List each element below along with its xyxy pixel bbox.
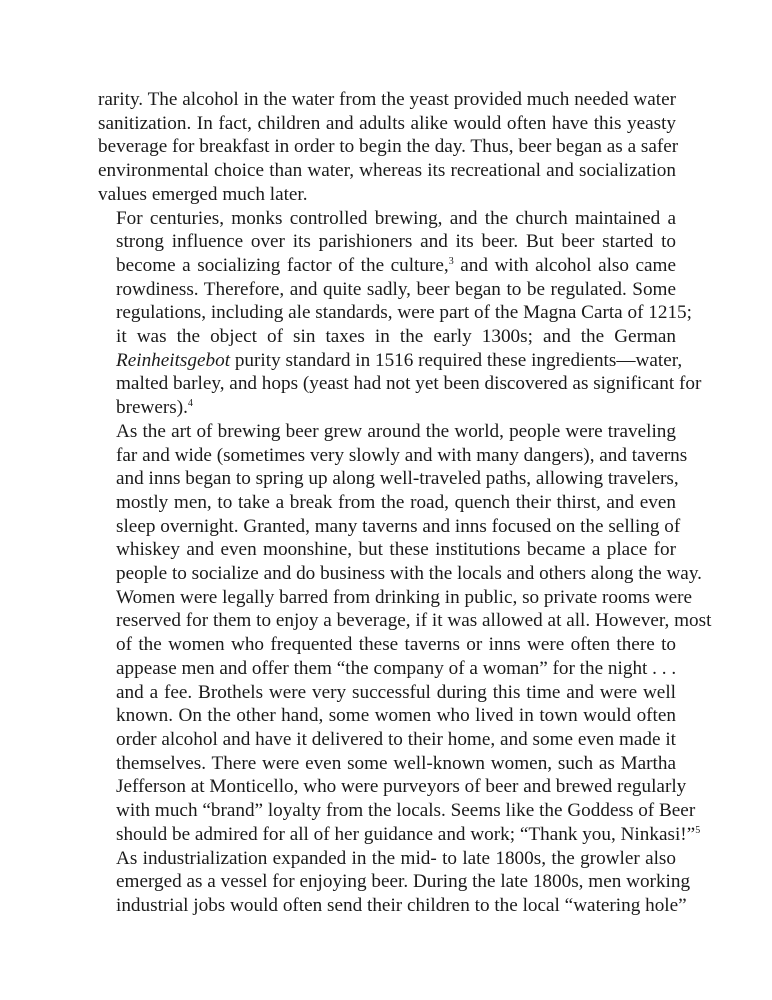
text-line: values emerged much later. (98, 183, 308, 205)
text-line: order alcohol and have it delivered to their home, and some even made it (116, 728, 676, 750)
text-line: people to socialize and do business with the locals and others along the way. (116, 563, 702, 585)
paragraph-4 (98, 847, 691, 918)
text-line: strong influence over its parishioners and its beer. But beer started to (116, 231, 676, 253)
text-line: sleep overnight. Granted, many taverns and inns focused on the selling of (116, 515, 681, 537)
paragraph-2 (98, 207, 702, 420)
text-line: mostly men, to take a break from the road, quench their thirst, and even (116, 491, 676, 513)
text-line: sanitization. In fact, children and adults alike would often have this yeasty (98, 112, 676, 134)
text-line: known. On the other hand, some women who lived in town would often (116, 705, 676, 727)
text-line: of the women who frequented these taverns or inns were often there to (116, 634, 676, 656)
text-line: reserved for them to enjoy a beverage, if it was allowed at all. However, most (116, 610, 712, 632)
paragraph-3 (98, 420, 712, 847)
text-line: whiskey and even moonshine, but these institutions became a place for (116, 539, 676, 561)
text-line: industrial jobs would often send their children to the local “watering hole” (116, 894, 687, 916)
text-line: far and wide (sometimes very slowly and with many dangers), and taverns (116, 444, 688, 466)
page-body (98, 88, 712, 918)
text-line: and inns began to spring up along well-traveled paths, allowing travelers, (116, 468, 679, 490)
footnote-marker: 4 (187, 398, 193, 410)
text-line: it was the object of sin taxes in the early 1300s; and the German (116, 326, 676, 348)
footnote-marker: 3 (448, 255, 454, 267)
text-line: and a fee. Brothels were very successful during this time and were well (116, 681, 676, 703)
text-line: themselves. There were even some well-known women, such as Martha (116, 752, 676, 774)
text-line: should be admired for all of her guidance and work; “Thank you, Ninkasi!”$^5$ (116, 823, 701, 845)
text-line: Jefferson at Monticello, who were purveyors of beer and brewed regularly (116, 776, 687, 798)
text-line: emerged as a vessel for enjoying beer. During the late 1800s, men working (116, 871, 691, 893)
text-line: environmental choice than water, whereas its recreational and socialization (98, 160, 676, 182)
text-line: malted barley, and hops (yeast had not yet been discovered as significant for (116, 373, 702, 395)
paragraph-1 (98, 88, 679, 207)
text-line: For centuries, monks controlled brewing, and the church maintained a (116, 207, 676, 229)
text-line: rarity. The alcohol in the water from the yeast provided much needed water (98, 89, 676, 110)
text-line: As industrialization expanded in the mid- to late 1800s, the growler also (116, 847, 676, 869)
text-line: with much “brand” loyalty from the locals. Seems like the Goddess of Beer (116, 800, 696, 822)
text-line: As the art of brewing beer grew around the world, people were traveling (116, 420, 676, 442)
text-line: Women were legally barred from drinking in public, so private rooms were (116, 586, 693, 608)
text-line: beverage for breakfast in order to begin the day. Thus, beer began as a safer (98, 136, 679, 158)
text-line: rowdiness. Therefore, and quite sadly, beer began to be regulated. Some (116, 278, 676, 300)
text-line: become a socializing factor of the culture,$^3$ and with alcohol also came (116, 254, 676, 276)
text-line: regulations, including ale standards, were part of the Magna Carta of 1215; (116, 302, 692, 324)
text-line: Reinheitsgebot purity standard in 1516 required these ingredients—water, (116, 349, 683, 371)
text-line: brewers).$^4$ (116, 397, 193, 419)
text-line: appease men and offer them “the company of a woman” for the night . . . (116, 657, 677, 679)
footnote-marker: 5 (695, 824, 701, 836)
